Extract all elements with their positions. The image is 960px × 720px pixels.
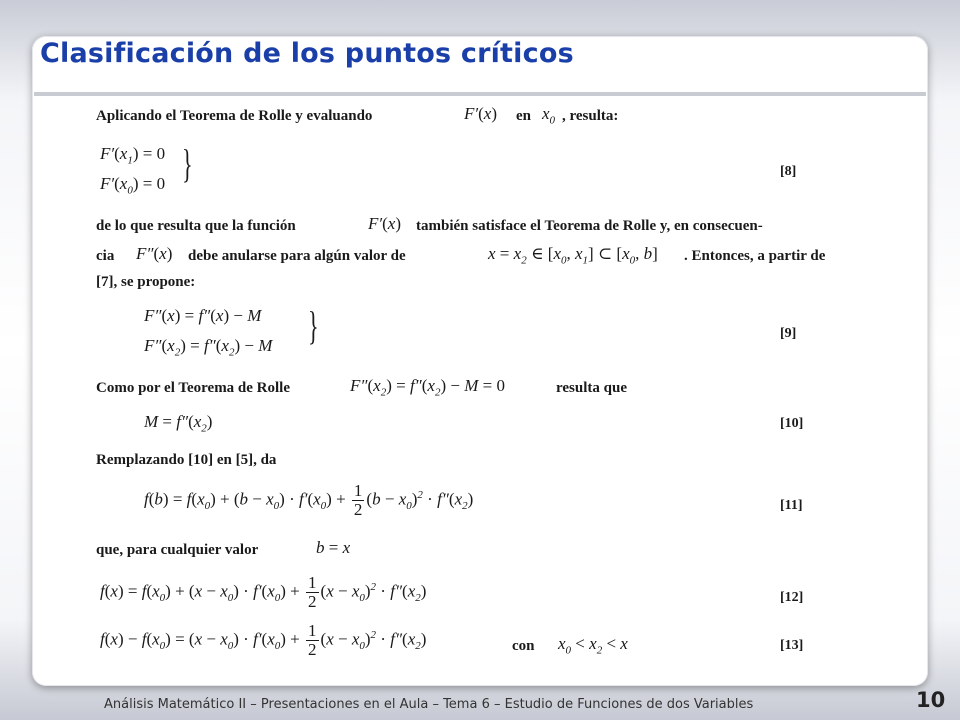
formula-f-x: $f(x) = f(x_0) + (x - x_0) \cdot f'(x_0)$ + $\frac{1}{2}$ $(x - x_0)^2 \cdot f''(x_2)$ (100, 573, 427, 611)
right-brace: } (308, 303, 319, 348)
equation-number-8: [8] (780, 164, 797, 179)
text-line-5b: resulta que (556, 380, 627, 396)
text-line-6: Remplazando [10] en [5], da (96, 452, 277, 468)
text-con: con (512, 638, 535, 654)
text-line-5a: Como por el Teorema de Rolle (96, 380, 291, 396)
slide-content (96, 100, 886, 672)
equation-number-9: [9] (780, 326, 797, 341)
formula-Fprime-x: F′(x) (464, 104, 497, 123)
text-resulta: , resulta: (562, 108, 619, 124)
formula-Fsecond-x-eq: F″(x) = f″(x) − M (144, 306, 262, 325)
formula-Fsecond-x: F″(x) (136, 244, 173, 263)
formula-Fsecond-x2-eq: $F''(x_2) = f''(x_2) - M$ (144, 336, 273, 359)
text-line-3c: . Entonces, a partir de (684, 248, 826, 264)
formula-rolle: $F''(x_2) = f''(x_2) - M = 0$ (350, 376, 505, 399)
formula-M: $M = f''(x_2)$ (144, 412, 213, 435)
footer-text: Análisis Matemático II – Presentaciones en el Aula – Tema 6 – Estudio de Funciones de dos Variables (104, 697, 754, 712)
formula-Fprime-x0: $F'(x_0) = 0$ (100, 174, 166, 197)
right-brace: } (182, 141, 193, 186)
formula-f-x-minus-f-x0: $f(x) - f(x_0) = (x - x_0) \cdot f'(x_0)$ + $\frac{1}{2}$ $(x - x_0)^2 \cdot f''(x_2)$ (100, 621, 427, 659)
formula-f-b: $f(b) = f(x_0) + (b - x_0) \cdot f'(x_0)$ + $\frac{1}{2}$ $(b - x_0)^2 \cdot f''(x_2)$ (144, 481, 474, 519)
text-line-7: que, para cualquier valor (96, 542, 259, 558)
formula-b-eq-x: b = x (316, 538, 351, 557)
formula-x0: $x_0$ (542, 104, 556, 127)
text-line-4: [7], se propone: (96, 274, 196, 290)
page-number: 10 (916, 688, 946, 712)
text-line-3b: debe anularse para algún valor de (188, 248, 406, 264)
equation-number-11: [11] (780, 498, 803, 513)
text-line-1: Aplicando el Teorema de Rolle y evaluando (96, 108, 373, 124)
title-divider (34, 92, 926, 96)
text-line-2a: de lo que resulta que la función (96, 218, 296, 234)
equation-number-10: [10] (780, 416, 804, 431)
formula-x2-interval: $x = x_2$ ∈ [$x_0$, $x_1$] ⊂ [$x_0$, b] (488, 244, 658, 267)
equation-number-13: [13] (780, 638, 804, 653)
text-line-2b: también satisface el Teorema de Rolle y, en consecuen- (416, 218, 763, 234)
text-cia: cia (96, 248, 115, 264)
formula-inequality: $x_0 < x_2 < x$ (558, 634, 628, 657)
text-en: en (516, 108, 531, 124)
equation-number-12: [12] (780, 590, 804, 605)
formula-Fprime-x1: $F'(x_1) = 0$ (100, 144, 166, 167)
formula-Fprime-x-2: F′(x) (368, 214, 401, 233)
slide-title: Clasificación de los puntos críticos (40, 38, 574, 69)
